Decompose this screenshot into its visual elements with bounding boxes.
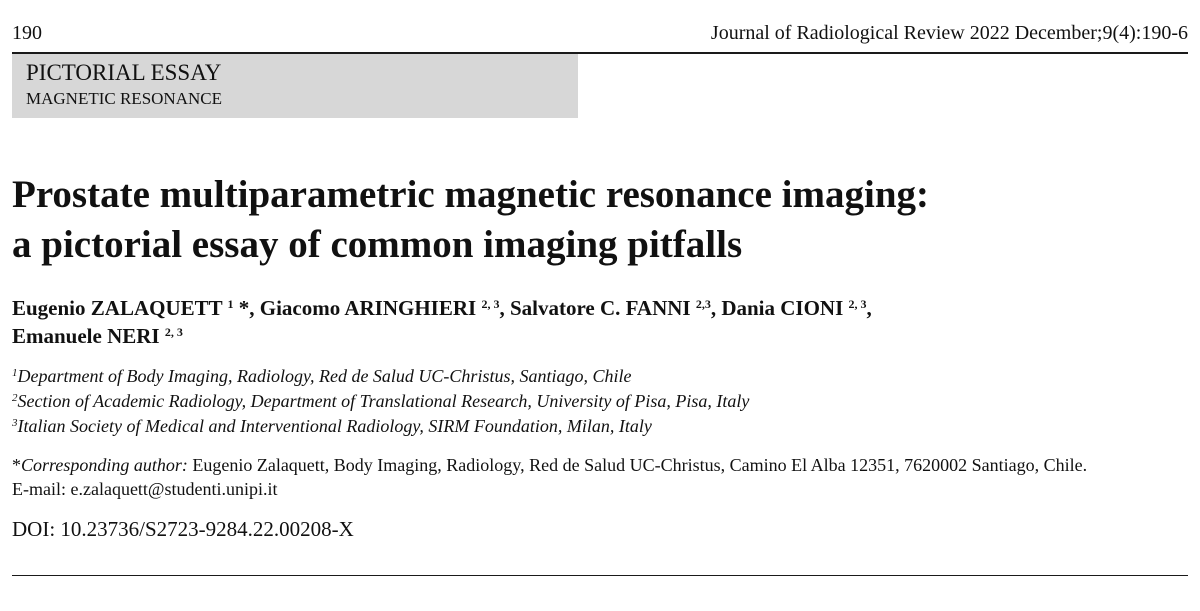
doi: DOI: 10.23736/S2723-9284.22.00208-X xyxy=(12,517,354,541)
author-affiliation-ref: 2, 3 xyxy=(164,325,183,339)
journal-reference: Journal of Radiological Review 2022 December;9(4):190-6 xyxy=(710,22,1188,44)
correspondence-star: * xyxy=(12,455,21,475)
author-affiliation-ref: 1 xyxy=(227,297,234,311)
author-affiliation-ref: 2, 3 xyxy=(848,297,867,311)
correspondence-text: Eugenio Zalaquett, Body Imaging, Radiology, Red de Salud UC-Christus, Camino El Alba 12351, 7620002 Santiago, Chile. xyxy=(187,455,1088,475)
author-name: Salvatore C. FANNI xyxy=(509,296,691,320)
corresponding-author-marker: * xyxy=(233,296,250,320)
article-title xyxy=(12,170,1182,270)
author-affiliation-ref: 2,3 xyxy=(695,297,711,311)
section-banner xyxy=(12,54,578,118)
author-name: Emanuele NERI xyxy=(12,324,160,348)
section-sublabel: MAGNETIC RESONANCE xyxy=(26,89,222,108)
affiliation-item xyxy=(12,364,1182,389)
footer-divider xyxy=(12,575,1188,576)
author-name: Eugenio ZALAQUETT xyxy=(12,296,223,320)
affiliation-list xyxy=(12,364,1182,439)
corresponding-author-note xyxy=(12,453,1188,501)
article-title-line: a pictorial essay of common imaging pitfalls xyxy=(12,223,743,266)
affiliation-number: 1 xyxy=(12,367,18,379)
affiliation-number: 3 xyxy=(12,417,18,429)
correspondence-label: Corresponding author: xyxy=(21,455,188,475)
author-list: Eugenio ZALAQUETT $^1$ *, Giacomo ARINGHIERI $^{2, 3}$, Salvatore C. FANNI $^{2,3}$, Dania CIONI $^{2, 3}$, Emanuele NERI $^{2, 3}$ xyxy=(12,296,872,348)
author-name: Giacomo ARINGHIERI xyxy=(259,296,477,320)
affiliation-text: Department of Body Imaging, Radiology, Red de Salud UC-Christus, Santiago, Chile xyxy=(17,366,632,386)
affiliation-text: Section of Academic Radiology, Department of Translational Research, University of Pisa, Pisa, Italy xyxy=(17,391,750,411)
affiliation-number: 2 xyxy=(12,392,18,404)
author-affiliation-ref: 2, 3 xyxy=(481,297,500,311)
correspondence-line xyxy=(12,453,1188,477)
author-name: Dania CIONI xyxy=(721,296,844,320)
page-number: 190 xyxy=(12,22,42,44)
section-label: PICTORIAL ESSAY xyxy=(26,60,222,85)
affiliation-text: Italian Society of Medical and Interventional Radiology, SIRM Foundation, Milan, Italy xyxy=(17,416,652,436)
affiliation-item xyxy=(12,389,1182,414)
correspondence-email: E-mail: e.zalaquett@studenti.unipi.it xyxy=(12,479,278,499)
affiliation-item xyxy=(12,414,1182,439)
article-title-line: Prostate multiparametric magnetic resonance imaging: xyxy=(12,173,930,216)
